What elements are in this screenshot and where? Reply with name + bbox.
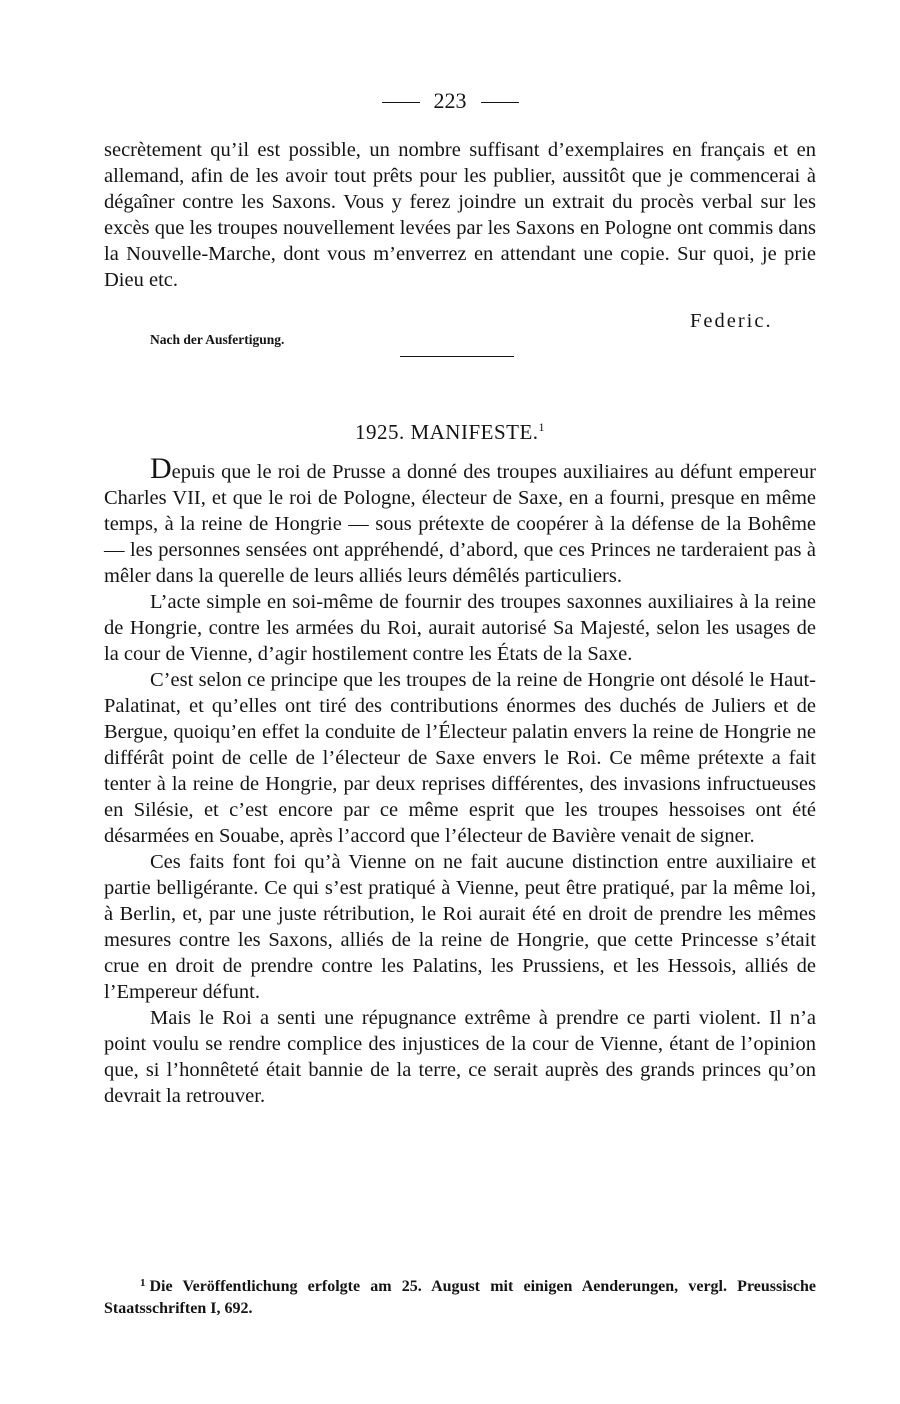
- paragraph-3: C’est selon ce principe que les troupes de la reine de Hongrie ont désolé le Haut-Palatinat, et qu’elles ont tiré des contributions énormes des duchés de Juliers et de Bergue, quoiqu’en effet la conduite de l’Électeur palatin envers la reine de Hongrie ne différât point de celle de l’électeur de Saxe envers le Roi. Ce même prétexte a fait tenter à la reine de Hongrie, par deux reprises différentes, des invasions infructueuses en Silésie, et c’est encore par ce même esprit que les troupes hessoises ont été désarmées en Souabe, après l’accord que l’électeur de Bavière venait de signer.: [104, 669, 816, 847]
- signature: Federic.: [690, 310, 773, 332]
- source-note: Nach der Ausfertigung.: [150, 332, 285, 347]
- initial-letter: D: [150, 452, 172, 485]
- header-dash-right: [481, 102, 519, 103]
- footnote-reference: 1: [538, 420, 546, 434]
- paragraph-2: L’acte simple en soi-même de fournir des troupes saxonnes auxiliaires à la reine de Hongrie, contre les armées du Roi, aurait autorisé Sa Majesté, selon les usages de la cour de Vienne, d’agir hostilement contre les États de la Saxe.: [104, 591, 816, 665]
- footnote-text: Die Veröffentlichung erfolgte am 25. August mit einigen Aenderungen, vergl. Preussische Staatsschriften I, 692.: [104, 1278, 816, 1317]
- paragraph-5: Mais le Roi a senti une répugnance extrême à prendre ce parti violent. Il n’a point voulu se rendre complice des injustices de la cour de Vienne, étant de l’opinion que, si l’honnêteté était bannie de la terre, ce serait auprès des grands princes qu’on devrait la retrouver.: [104, 1007, 816, 1107]
- continuation-block: [104, 137, 816, 293]
- section-title: MANIFESTE.: [410, 420, 539, 444]
- section-divider: [400, 356, 514, 357]
- footnote: [104, 1272, 816, 1320]
- paragraph-4: Ces faits font foi qu’à Vienne on ne fait aucune distinction entre auxiliaire et partie belligérante. Ce qui s’est pratiqué à Vienne, peut être pratiqué, par la même loi, à Berlin, et, par une juste rétribution, le Roi aurait été en droit de prendre les mêmes mesures contre les Saxons, alliés de la reine de Hongrie, que cette Princesse s’était crue en droit de prendre contre les Palatins, les Prussiens, et les Hessois, alliés de l’Empereur défunt.: [104, 851, 816, 1003]
- page-number: 223: [433, 88, 467, 113]
- continuation-paragraph: secrètement qu’il est possible, un nombre suffisant d’exemplaires en français et en allemand, afin de les avoir tout prêts pour les publier, aussitôt que je commencerai à dégaîner contre les Saxons. Vous y ferez joindre un extrait du procès verbal sur les excès que les troupes nouvellement levées par les Saxons en Pologne ont commis dans la Nouvelle-Marche, dont vous m’enverrez en attendant une copie. Sur quoi, je prie Dieu etc.: [104, 139, 816, 291]
- paragraph-1: [104, 452, 816, 589]
- paragraph-1-text: epuis que le roi de Prusse a donné des troupes auxiliaires au défunt empereur Charles VII, et que le roi de Pologne, électeur de Saxe, en a fourni, presque en même temps, à la reine de Hongrie — sous prétexte de coopérer à la défense de la Bohême — les personnes sensées ont appréhendé, d’abord, que ces Princes ne tarderaient pas à mêler dans la querelle de leurs alliés leurs démêlés particuliers.: [104, 461, 816, 587]
- section-heading: [0, 414, 900, 445]
- footnote-mark: 1: [140, 1277, 146, 1289]
- page-header: [0, 88, 900, 114]
- section-number: 1925.: [354, 420, 405, 444]
- manifesto-body: [104, 452, 816, 1109]
- header-dash-left: [382, 102, 420, 103]
